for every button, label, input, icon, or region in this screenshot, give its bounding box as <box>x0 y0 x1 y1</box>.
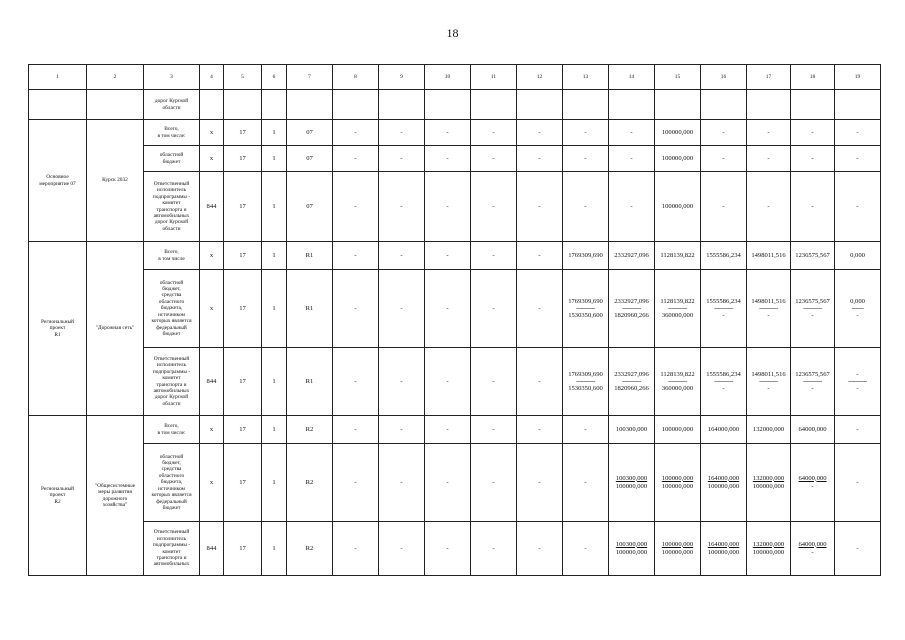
value-cell: 1 <box>262 522 287 576</box>
header-cell: 8 <box>333 65 379 90</box>
value-cell: - <box>517 242 563 270</box>
value-cell: х <box>200 416 224 444</box>
value-cell: 17 <box>224 348 262 416</box>
value-cell: - <box>517 444 563 522</box>
value-cell: 07 <box>287 146 333 172</box>
table-row <box>29 270 881 348</box>
value-cell: 1236575,567 ----------- - <box>791 348 835 416</box>
header-cell: 16 <box>701 65 747 90</box>
table-row <box>29 146 881 172</box>
value-cell: 17 <box>224 444 262 522</box>
value-cell: 1 <box>262 444 287 522</box>
value-cell: - <box>517 348 563 416</box>
value-cell: 1 <box>262 146 287 172</box>
value-cell: - <box>471 270 517 348</box>
value-cell: 64000,000 - <box>791 444 835 522</box>
value-cell: - <box>517 522 563 576</box>
value-cell: 164000,000 100000,000 <box>701 522 747 576</box>
value-cell: - <box>379 522 425 576</box>
value-cell: - <box>563 120 609 146</box>
table-row <box>29 120 881 146</box>
value-cell: 1 <box>262 120 287 146</box>
value-cell: - <box>517 270 563 348</box>
value-cell: - <box>425 120 471 146</box>
value-cell: х <box>200 444 224 522</box>
value-cell: 100000,000 100000,000 <box>655 444 701 522</box>
value-cell: - <box>563 416 609 444</box>
value-cell: 07 <box>287 172 333 242</box>
header-cell: 18 <box>791 65 835 90</box>
value-cell: - <box>333 146 379 172</box>
value-cell: R1 <box>287 270 333 348</box>
value-cell: - <box>835 146 881 172</box>
table-row <box>29 242 881 270</box>
header-cell: 2 <box>87 65 144 90</box>
table-row <box>29 522 881 576</box>
row-label: областной бюджет, средства областного бюджета, источником которых является федеральный бюджет <box>144 270 200 348</box>
header-cell: 6 <box>262 65 287 90</box>
value-cell: 100000,000 100000,000 <box>655 522 701 576</box>
header-cell: 19 <box>835 65 881 90</box>
value-cell: - <box>747 146 791 172</box>
value-cell: 164000,000 100000,000 <box>701 444 747 522</box>
value-cell: - <box>379 172 425 242</box>
value-cell: - <box>563 172 609 242</box>
value-cell: 17 <box>224 416 262 444</box>
value-cell: 17 <box>224 522 262 576</box>
header-cell: 3 <box>144 65 200 90</box>
value-cell: - <box>425 146 471 172</box>
value-cell: 1128139,822 <box>655 242 701 270</box>
value-cell: 17 <box>224 120 262 146</box>
event-name-cell: Курск 2032 <box>87 120 144 242</box>
header-cell: 12 <box>517 65 563 90</box>
value-cell: 100300,000 100000,000 <box>609 522 655 576</box>
value-cell: - <box>791 146 835 172</box>
value-cell: - <box>517 172 563 242</box>
value-cell: 100000,000 <box>655 146 701 172</box>
value-cell: - <box>609 172 655 242</box>
value-cell: - <box>563 444 609 522</box>
value-cell: - <box>425 416 471 444</box>
value-cell: х <box>200 120 224 146</box>
value-cell: - <box>701 172 747 242</box>
value-cell: 1 <box>262 172 287 242</box>
value-cell: - <box>471 146 517 172</box>
value-cell: 132000,000 <box>747 416 791 444</box>
value-cell: R2 <box>287 522 333 576</box>
value-cell: 1498011,516 ----------- - <box>747 270 791 348</box>
value-cell: 2332927,096 ----------- 1820960,266 <box>609 270 655 348</box>
value-cell: 1 <box>262 270 287 348</box>
value-cell: 17 <box>224 242 262 270</box>
table-header-row <box>29 65 881 90</box>
value-cell: - <box>379 120 425 146</box>
event-name-cell: "Общесистемные меры развития дорожного хозяйства" <box>87 416 144 576</box>
value-cell: - <box>425 172 471 242</box>
row-label: Всего, в том числе <box>144 242 200 270</box>
value-cell: - <box>701 120 747 146</box>
event-cell: Региональный проект R1 <box>29 242 87 416</box>
table-row <box>29 444 881 522</box>
value-cell: - <box>333 270 379 348</box>
header-cell: 17 <box>747 65 791 90</box>
table-row <box>29 416 881 444</box>
value-cell: 1555586,234 ----------- - <box>701 270 747 348</box>
header-cell: 10 <box>425 65 471 90</box>
value-cell: х <box>200 146 224 172</box>
table-row <box>29 172 881 242</box>
value-cell: 17 <box>224 172 262 242</box>
value-cell: - <box>609 120 655 146</box>
value-cell: - <box>379 348 425 416</box>
header-cell: 13 <box>563 65 609 90</box>
row-label: дорог Курской области <box>144 90 200 120</box>
table-row <box>29 90 881 120</box>
value-cell: - <box>517 146 563 172</box>
value-cell: - <box>471 416 517 444</box>
value-cell: - <box>791 172 835 242</box>
value-cell: 1498011,516 ----------- - <box>747 348 791 416</box>
value-cell: - <box>333 242 379 270</box>
value-cell: 2332927,096 <box>609 242 655 270</box>
row-label: Всего, в том числе: <box>144 120 200 146</box>
row-label: Ответственный исполнитель подпрограммы - комитет транспорта и автомобильных дорог Курской области <box>144 172 200 242</box>
value-cell: 1555586,234 ----------- - <box>701 348 747 416</box>
value-cell: 100300,000 100000,000 <box>609 444 655 522</box>
value-cell: 100000,000 <box>655 416 701 444</box>
value-cell: 1769309,690 ----------- 1530350,600 <box>563 270 609 348</box>
value-cell: - <box>471 522 517 576</box>
value-cell: - <box>333 172 379 242</box>
value-cell: 1555586,234 <box>701 242 747 270</box>
value-cell: 100000,000 <box>655 120 701 146</box>
value-cell: - <box>747 120 791 146</box>
value-cell: 132000,000 100000,000 <box>747 522 791 576</box>
value-cell: 132000,000 100000,000 <box>747 444 791 522</box>
value-cell: R2 <box>287 416 333 444</box>
event-cell: Основное мероприятие 07 <box>29 120 87 242</box>
value-cell: - <box>425 348 471 416</box>
value-cell: - <box>609 146 655 172</box>
value-cell: 0,000 <box>835 242 881 270</box>
event-cell: Региональный проект R2 <box>29 416 87 576</box>
value-cell: - <box>471 444 517 522</box>
value-cell: - <box>835 522 881 576</box>
value-cell: 1236575,567 ----------- - <box>791 270 835 348</box>
value-cell: - <box>333 348 379 416</box>
value-cell: 17 <box>224 146 262 172</box>
value-cell: 1128139,822 ----------- 360000,000 <box>655 270 701 348</box>
value-cell: 2332927,096 ----------- 1820960,266 <box>609 348 655 416</box>
value-cell: 1 <box>262 242 287 270</box>
value-cell: - <box>379 146 425 172</box>
page-number: 18 <box>446 26 459 40</box>
value-cell: - <box>379 416 425 444</box>
value-cell: 844 <box>200 348 224 416</box>
value-cell: 07 <box>287 120 333 146</box>
value-cell: - <box>835 172 881 242</box>
value-cell: - <box>333 444 379 522</box>
value-cell: 844 <box>200 522 224 576</box>
row-label: Ответственный исполнитель подпрограммы - комитет транспорта и автомобильных дорог Курской области <box>144 348 200 416</box>
value-cell: - <box>471 172 517 242</box>
value-cell: - <box>835 444 881 522</box>
row-label: Ответственный исполнитель подпрограммы - комитет транспорта и автомобильных <box>144 522 200 576</box>
value-cell: 1236575,567 <box>791 242 835 270</box>
value-cell: - <box>563 146 609 172</box>
value-cell: 100300,000 <box>609 416 655 444</box>
header-cell: 1 <box>29 65 87 90</box>
value-cell: - <box>471 348 517 416</box>
value-cell: - ----------- - <box>835 348 881 416</box>
header-cell: 7 <box>287 65 333 90</box>
value-cell: - <box>425 522 471 576</box>
value-cell: 0,000 ------- - <box>835 270 881 348</box>
value-cell: R1 <box>287 242 333 270</box>
value-cell: R2 <box>287 444 333 522</box>
value-cell: 64000,000 <box>791 416 835 444</box>
value-cell: 1 <box>262 348 287 416</box>
value-cell: - <box>517 416 563 444</box>
value-cell: 164000,000 <box>701 416 747 444</box>
value-cell: - <box>701 146 747 172</box>
value-cell: - <box>471 242 517 270</box>
value-cell: - <box>379 270 425 348</box>
value-cell: - <box>333 522 379 576</box>
value-cell: 1 <box>262 416 287 444</box>
value-cell: - <box>747 172 791 242</box>
value-cell: - <box>835 416 881 444</box>
value-cell: 1769309,690 ----------- 1530350,600 <box>563 348 609 416</box>
value-cell: - <box>425 270 471 348</box>
value-cell: х <box>200 270 224 348</box>
header-cell: 9 <box>379 65 425 90</box>
table-row <box>29 348 881 416</box>
value-cell: 17 <box>224 270 262 348</box>
row-label: областной бюджет, средства областного бюджета, источником которых является федеральный бюджет <box>144 444 200 522</box>
value-cell: 100000,000 <box>655 172 701 242</box>
value-cell: 1769309,690 <box>563 242 609 270</box>
event-name-cell: "Дорожная сеть" <box>87 242 144 416</box>
header-cell: 14 <box>609 65 655 90</box>
value-cell: R1 <box>287 348 333 416</box>
value-cell: - <box>379 242 425 270</box>
value-cell: - <box>517 120 563 146</box>
header-cell: 11 <box>471 65 517 90</box>
header-cell: 4 <box>200 65 224 90</box>
budget-table <box>28 64 881 576</box>
value-cell: - <box>379 444 425 522</box>
value-cell: - <box>471 120 517 146</box>
value-cell: х <box>200 242 224 270</box>
value-cell: - <box>791 120 835 146</box>
value-cell: 1128139,822 ----------- 360000,000 <box>655 348 701 416</box>
header-cell: 15 <box>655 65 701 90</box>
value-cell: 844 <box>200 172 224 242</box>
value-cell: 1498011,516 <box>747 242 791 270</box>
value-cell: - <box>333 120 379 146</box>
row-label: областной бюджет <box>144 146 200 172</box>
value-cell: - <box>835 120 881 146</box>
value-cell: - <box>425 444 471 522</box>
value-cell: - <box>563 522 609 576</box>
row-label: Всего, в том числе: <box>144 416 200 444</box>
value-cell: - <box>333 416 379 444</box>
value-cell: - <box>425 242 471 270</box>
header-cell: 5 <box>224 65 262 90</box>
value-cell: 64000,000 - <box>791 522 835 576</box>
